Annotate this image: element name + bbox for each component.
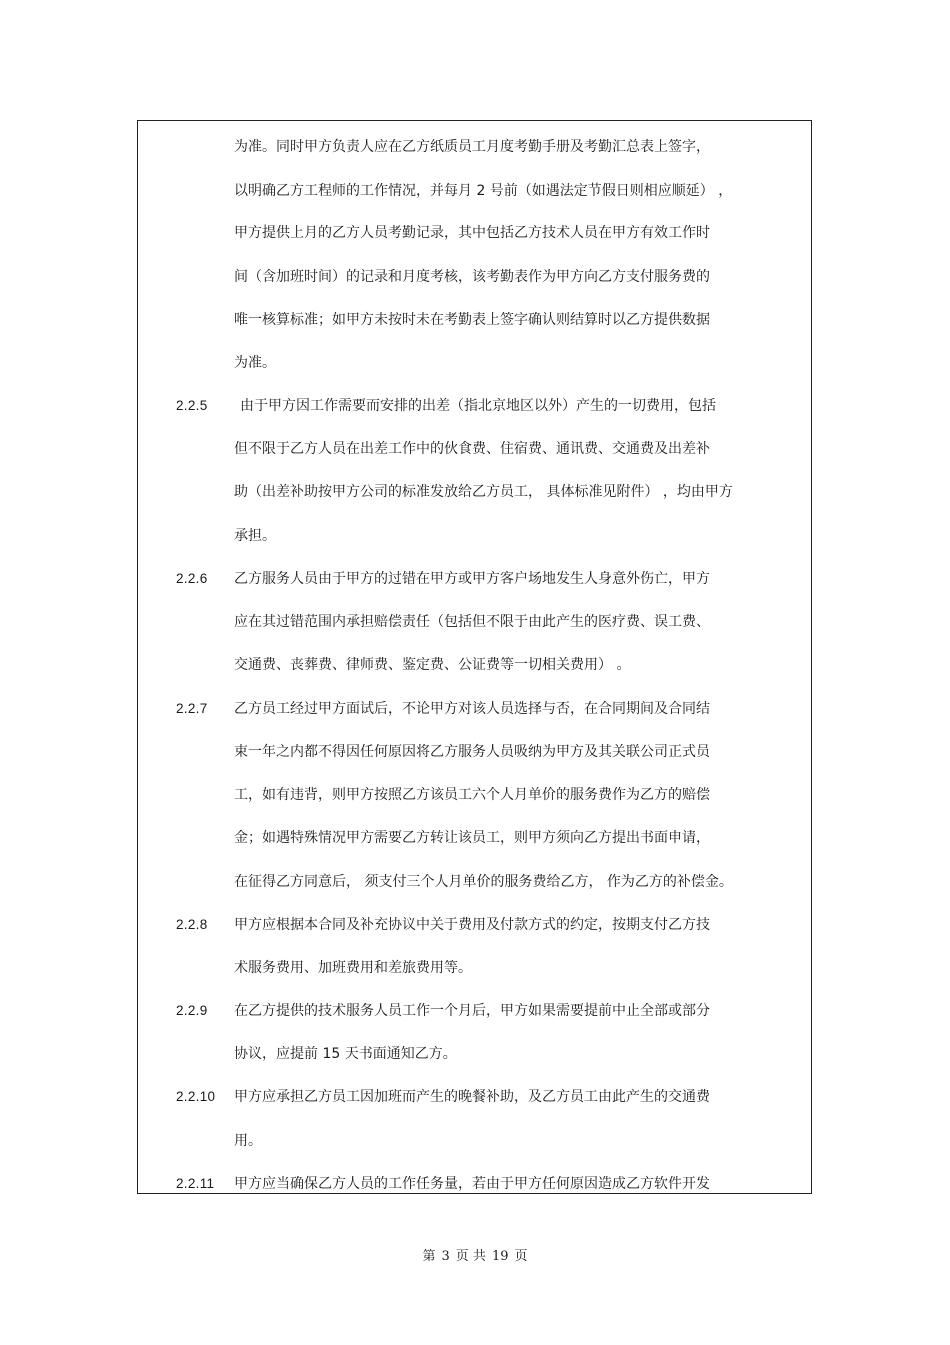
clause-line: 甲方应当确保乙方人员的工作任务量，若由于甲方任何原因造成乙方软件开发 [234,1176,710,1192]
clause-line: 应在其过错范围内承担赔偿责任（包括但不限于由此产生的医疗费、误工费、 [234,614,710,630]
clause-line: 交通费、丧葬费、律师费、鉴定费、公证费等一切相关费用） 。 [234,657,631,673]
clause-line: 乙方员工经过甲方面试后，不论甲方对该人员选择与否，在合同期间及合同结 [234,701,710,717]
footer-suffix: 页 [514,1249,528,1264]
intro-line: 唯一核算标准；如甲方未按时未在考勤表上签字确认则结算时以乙方提供数据 [234,312,710,328]
total-page-count: 19 [491,1249,509,1264]
clause-line: 但不限于乙方人员在出差工作中的伙食费、住宿费、通讯费、交通费及出差补 [234,441,710,457]
clause-line: 助（出差补助按甲方公司的标准发放给乙方员工， 具体标准见附件） ，均由甲方 [234,484,733,500]
clause-number: 2.2.8 [176,917,208,932]
current-page-number: 3 [441,1249,450,1264]
clause-number: 2.2.10 [176,1089,216,1104]
clause-line: 工，如有违背，则甲方按照乙方该员工六个人月单价的服务费作为乙方的赔偿 [234,787,710,803]
page-footer [0,1248,950,1266]
clause-line: 由于甲方因工作需要而安排的出差（指北京地区以外）产生的一切费用，包括 [240,398,716,414]
intro-line: 为准。 [234,355,276,371]
clause-number: 2.2.9 [176,1003,208,1018]
clause-line: 金；如遇特殊情况甲方需要乙方转让该员工，则甲方须向乙方提出书面申请， [234,830,710,846]
clause-line: 甲方应承担乙方员工因加班而产生的晚餐补助，及乙方员工由此产生的交通费 [234,1089,710,1105]
intro-line: 间（含加班时间）的记录和月度考核，该考勤表作为甲方向乙方支付服务费的 [234,269,710,285]
clause-number: 2.2.5 [176,398,208,413]
intro-line: 为准。同时甲方负责人应在乙方纸质员工月度考勤手册及考勤汇总表上签字， [234,139,710,155]
clause-line: 协议，应提前 15 天书面通知乙方。 [234,1046,457,1062]
contract-page-frame [137,120,812,1194]
clause-line: 在乙方提供的技术服务人员工作一个月后，甲方如果需要提前中止全部或部分 [234,1003,710,1019]
footer-prefix: 第 [422,1249,436,1264]
clause-line: 在征得乙方同意后， 须支付三个人月单价的服务费给乙方， 作为乙方的补偿金。 [234,874,733,890]
clause-line: 甲方应根据本合同及补充协议中关于费用及付款方式的约定，按期支付乙方技 [234,917,710,933]
clause-number: 2.2.7 [176,701,208,716]
intro-line: 以明确乙方工程师的工作情况，并每月 2 号前（如遇法定节假日则相应顺延） ， [234,183,733,199]
intro-line: 甲方提供上月的乙方人员考勤记录，其中包括乙方技术人员在甲方有效工作时 [234,225,710,241]
clause-line: 用。 [234,1133,262,1149]
clause-line: 术服务费用、加班费用和差旅费用等。 [234,960,472,976]
clause-line: 乙方服务人员由于甲方的过错在甲方或甲方客户场地发生人身意外伤亡，甲方 [234,571,710,587]
clause-line: 承担。 [234,528,276,544]
clause-line: 束一年之内都不得因任何原因将乙方服务人员吸纳为甲方及其关联公司正式员 [234,744,710,760]
footer-middle: 页 共 [455,1249,486,1264]
clause-number: 2.2.11 [176,1176,215,1191]
clause-number: 2.2.6 [176,571,208,586]
